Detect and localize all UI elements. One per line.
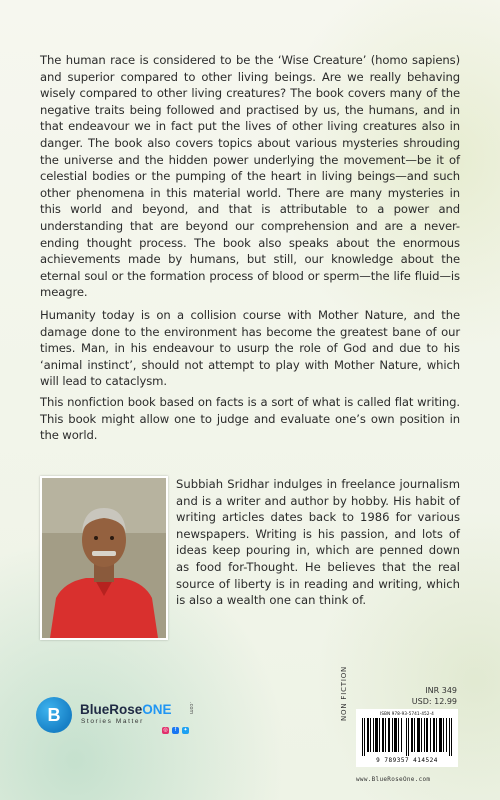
publisher-name-part2: ONE xyxy=(142,702,172,717)
price-usd: USD: 12.99 xyxy=(411,697,457,706)
publisher-name-suffix: .com xyxy=(188,702,194,715)
price-inr: INR 349 xyxy=(425,686,457,695)
description-paragraph-2: Humanity today is on a collision course with Mother Nature, and the damage done to the environment has become the greatest bane of our times. Man, in his endeavour to usurp the role of God and due to his ‘animal instinct’, should not attempt to play with Mother Nature, which will lead to cataclysm. xyxy=(40,308,460,389)
publisher-website[interactable]: www.BlueRoseOne.com xyxy=(356,776,431,783)
logo-letter: B xyxy=(47,705,61,725)
author-bio: Subbiah Sridhar indulges in freelance journalism and is a writer and author by hobby. His habit of writing articles dates back to 1986 for various newspapers. Writing is his passion, and lots of ideas keep pouring in, which are penned down as food for-Thought. He believes that the real source of liberty is in reading and writing, which is also a wealth one can think of. xyxy=(176,477,460,608)
instagram-icon[interactable]: ◎ xyxy=(163,727,168,733)
twitter-icon[interactable]: ✦ xyxy=(183,727,188,733)
isbn-barcode xyxy=(356,709,458,767)
isbn-digits: 9 789357 414524 xyxy=(376,757,438,764)
barcode-bars xyxy=(362,718,452,756)
publisher-name-part1: BlueRose xyxy=(80,702,143,717)
description-paragraph-1: The human race is considered to be the ‘Wise Creature’ (homo sapiens) and superior compared to other living beings. Are we really behaving wisely compared to other living creatures? The book covers many of the negative traits being followed and practised by us, the humans, and in that endeavour we in fact put the lives of other living creatures also in danger. The book also covers topics about various mysteries shrouding the universe and the hidden power underlying the movement—be it of celestial bodies or the pumping of the heart in living beings—and such other phenomena in this material world. There are many mysteries in this world and beyond, and that is attributable to a power and understanding that are beyond our comprehension and are a never-ending thought process. The book also speaks about the enormous achievements made by humans, but still, our knowledge about the eternal soul or the formation process of blood or sperm—the life fluid—is meagre. xyxy=(40,53,460,300)
publisher-tagline: Stories Matter xyxy=(81,718,144,725)
isbn-label: ISBN 978-93-5741-452-4 xyxy=(380,711,434,716)
publisher-name xyxy=(80,702,172,717)
author-photo xyxy=(40,476,168,640)
description-paragraph-3: This nonfiction book based on facts is a sort of what is called flat writing. This book might allow one to judge and evaluate one’s own position in the world. xyxy=(40,395,460,443)
category-label: NON FICTION xyxy=(340,665,348,721)
facebook-icon[interactable]: f xyxy=(172,727,179,734)
social-icons xyxy=(162,727,189,734)
author-portrait-illustration xyxy=(42,478,166,638)
publisher-logo-icon xyxy=(36,697,72,733)
